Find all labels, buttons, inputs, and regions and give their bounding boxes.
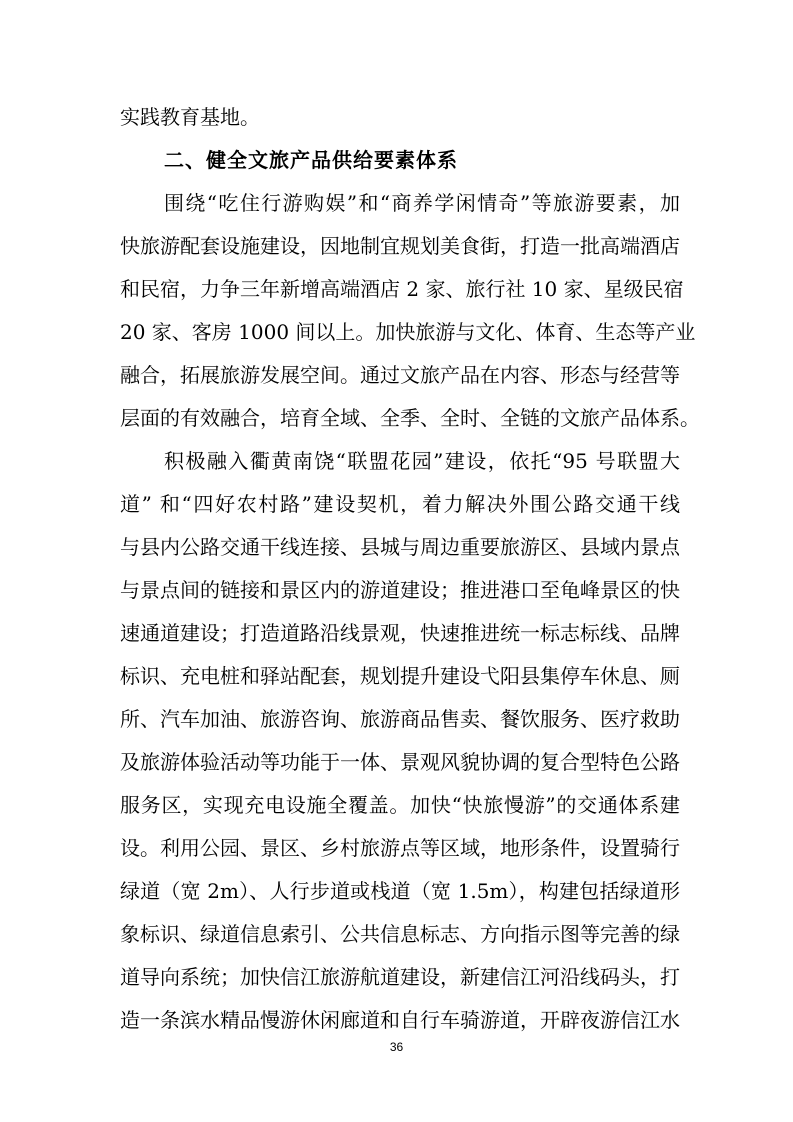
- paragraph-line: 服务区，实现充电设施全覆盖。加快“快旅慢游”的交通体系建: [120, 793, 680, 817]
- paragraph-line: 和民宿，力争三年新增高端酒店 2 家、旅行社 10 家、星级民宿: [120, 277, 684, 301]
- paragraph-line: 与景点间的链接和景区内的游道建设；推进港口至龟峰景区的快: [120, 578, 680, 602]
- paragraph-line: 融合，拓展旅游发展空间。通过文旅产品在内容、形态与经营等: [120, 363, 680, 387]
- paragraph-line: 绿道（宽 2m）、人行步道或栈道（宽 1.5m），构建包括绿道形: [120, 879, 680, 903]
- paragraph-line: 20 家、客房 1000 间以上。加快旅游与文化、体育、生态等产业: [120, 320, 696, 344]
- paragraph-line: 与县内公路交通干线连接、县城与周边重要旅游区、县域内景点: [120, 535, 680, 559]
- page-number: 36: [389, 1040, 404, 1054]
- paragraph-line: 快旅游配套设施建设，因地制宜规划美食街，打造一批高端酒店: [120, 234, 680, 258]
- paragraph-line: 及旅游体验活动等功能于一体、景观风貌协调的复合型特色公路: [120, 750, 680, 774]
- paragraph-line: 积极融入衢黄南饶“联盟花园”建设，依托“95 号联盟大: [164, 449, 680, 473]
- paragraph-line: 象标识、绿道信息索引、公共信息标志、方向指示图等完善的绿: [120, 922, 680, 946]
- intro-line: 实践教育基地。: [120, 105, 260, 129]
- paragraph-line: 设。利用公园、景区、乡村旅游点等区域，地形条件，设置骑行: [120, 836, 680, 860]
- paragraph-line: 所、汽车加油、旅游咨询、旅游商品售卖、餐饮服务、医疗救助: [120, 707, 680, 731]
- paragraph-line: 标识、充电桩和驿站配套，规划提升建设弋阳县集停车休息、厕: [120, 664, 680, 688]
- section-heading: 二、健全文旅产品供给要素体系: [164, 148, 458, 172]
- paragraph-line: 层面的有效融合，培育全域、全季、全时、全链的文旅产品体系。: [120, 406, 700, 430]
- paragraph-line: 造一条滨水精品慢游休闲廊道和自行车骑游道，开辟夜游信江水: [120, 1008, 680, 1032]
- paragraph-line: 道导向系统；加快信江旅游航道建设，新建信江河沿线码头，打: [120, 965, 680, 989]
- paragraph-line: 速通道建设；打造道路沿线景观，快速推进统一标志标线、品牌: [120, 621, 680, 645]
- paragraph-line: 道” 和“四好农村路”建设契机，着力解决外围公路交通干线: [120, 492, 680, 516]
- paragraph-line: 围绕“吃住行游购娱”和“商养学闲情奇”等旅游要素，加: [164, 191, 680, 215]
